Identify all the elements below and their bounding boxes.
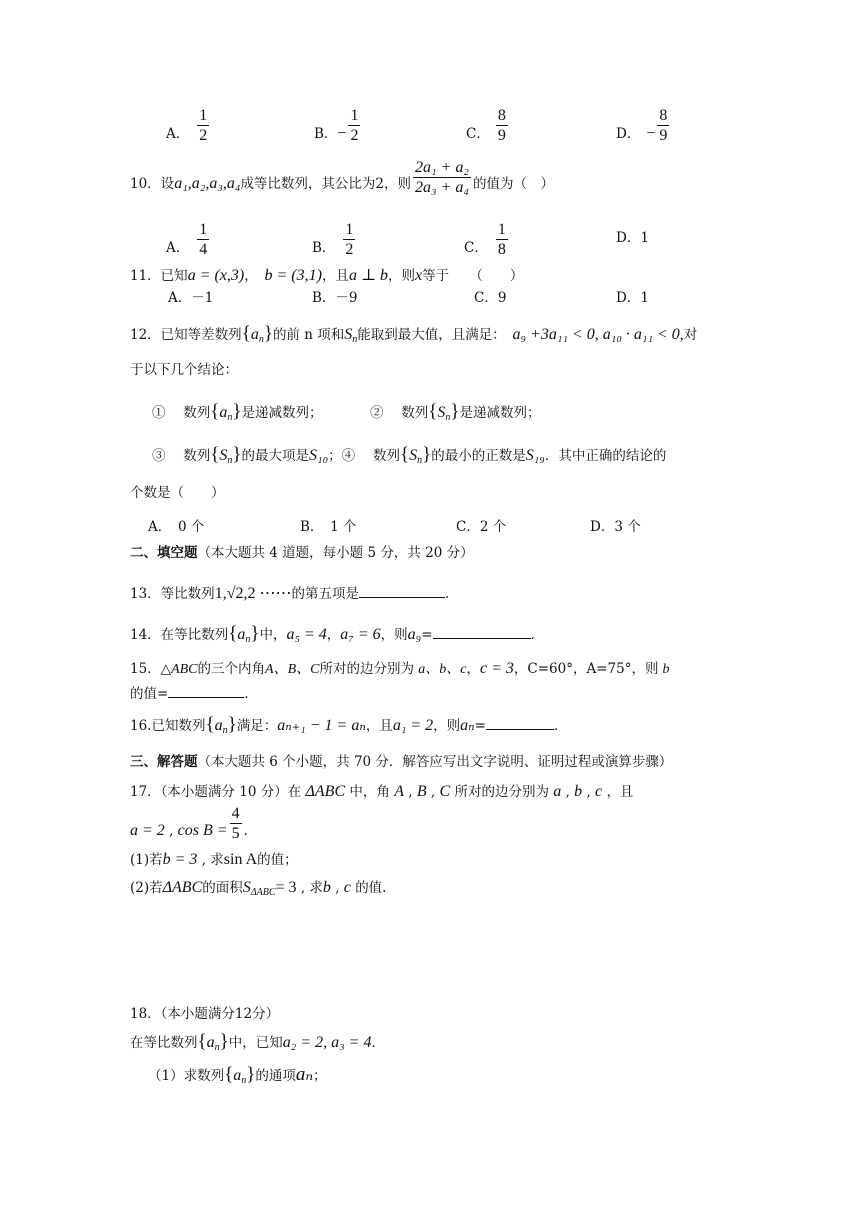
q10-option-a: A． $\frac{1}{4}$	[166, 221, 208, 258]
q12-option-d: D．3 个	[590, 519, 641, 535]
q9-option-b: B．− $\frac{1}{2}$	[314, 107, 359, 144]
q9-option-d: D． − $\frac{8}{9}$	[616, 107, 668, 144]
q15-answer-blank[interactable]	[168, 684, 244, 698]
question-12-line2: 于以下几个结论：	[130, 362, 238, 378]
q10-option-c: C． $\frac{1}{8}$	[464, 221, 506, 258]
q12-statement-3-4: ③ 数列$\{S_n\}$的最大项是S₁₀；④ 数列$\{S_n\}$的最小的正数是S₁₉．其中正确的结论的	[152, 444, 667, 466]
question-18-title: 18．（本小题满分12分）	[130, 1006, 280, 1022]
q17-subquestion-1: (1)若b = 3 , 求sin A的值；	[130, 851, 298, 868]
q11-option-c: C．9	[474, 290, 507, 306]
q12-option-b: B． 1 个	[300, 519, 357, 535]
q16-answer-blank[interactable]	[486, 716, 554, 730]
q9-option-c: C． $\frac{8}{9}$	[466, 107, 506, 144]
question-14: 14．在等比数列$\{a_n\}$中，a₅ = 4，a₇ = 6，则a₉= ．	[130, 623, 545, 645]
q9-option-a: A． $\frac{1}{2}$	[166, 107, 208, 144]
question-13: 13．等比数列1,√2,2 ⋯⋯的第五项是 ．	[130, 585, 459, 602]
question-16: 16.已知数列$\{a_n\}$满足：aₙ₊₁ − 1 = aₙ，且a₁ = 2，则aₙ= ．	[130, 714, 568, 736]
q12-option-c: C．2 个	[456, 519, 507, 535]
q11-option-a: A．－1	[168, 290, 214, 306]
q11-option-d: D．1	[616, 290, 649, 306]
question-18-line2: 在等比数列$\{a_n\}$中，已知a₂ = 2, a₃ = 4．	[130, 1031, 385, 1053]
question-17-line1: 17．（本小题满分 10 分）在 ΔABC 中，角 A , B , C 所对的边分别为 a , b , c ，且	[130, 783, 634, 800]
question-10: 10．设a₁,a₂,a₃,a₄成等比数列，其公比为2，则 $\frac{\text{2a₁ + a₂}}{\text{2a₃ + a₄}}$ 的值为（ ）	[130, 159, 554, 196]
q10-option-b: B． $\frac{1}{2}$	[312, 221, 354, 258]
question-15-line1: 15．△ABC的三个内角A、B、C所对的边分别为 a、b、c，c = 3，C=60°，A=75°，则 b	[130, 660, 670, 677]
question-15-line2: 的值= ．	[130, 686, 258, 702]
question-11: 11．已知a = (x,3)， b = (3,1)，且a ⊥ b，则x等于 （ ）	[130, 267, 524, 284]
q13-answer-blank[interactable]	[359, 584, 445, 598]
q11-option-b: B．－9	[312, 290, 358, 306]
q17-subquestion-2: (2)若ΔABC的面积$S_{\Delta ABC}= 3$ , 求b , c 的值.	[130, 879, 387, 898]
question-17-line2: a = 2 , cos B = $\frac{4}{5}$ .	[130, 805, 248, 842]
q18-subquestion-1: （1）求数列$\{a_n\}$的通项aₙ；	[148, 1064, 327, 1086]
q12-option-a: A． 0 个	[148, 519, 205, 535]
section-3-heading: 三、解答题（本大题共 6 个小题，共 70 分．解答应写出文字说明、证明过程或演算步骤）	[130, 754, 673, 770]
question-12-line5: 个数是（ ）	[130, 485, 225, 501]
q12-statement-1: ① 数列$\{a_n\}$是递减数列；	[152, 401, 323, 423]
q12-statement-2: ② 数列$\{S_n\}$是递减数列；	[370, 401, 541, 423]
question-12-line1: 12．已知等差数列$\{a_n\}$的前 n 项和$S_n$能取到最大值，且满足： a₉ +3a₁₁ < 0, a₁₀ · a₁₁ < 0,对	[130, 323, 698, 345]
q14-answer-blank[interactable]	[433, 625, 531, 639]
section-2-heading: 二、填空题（本大题共 4 道题，每小题 5 分，共 20 分）	[130, 545, 474, 561]
q10-option-d: D．1	[616, 230, 649, 246]
